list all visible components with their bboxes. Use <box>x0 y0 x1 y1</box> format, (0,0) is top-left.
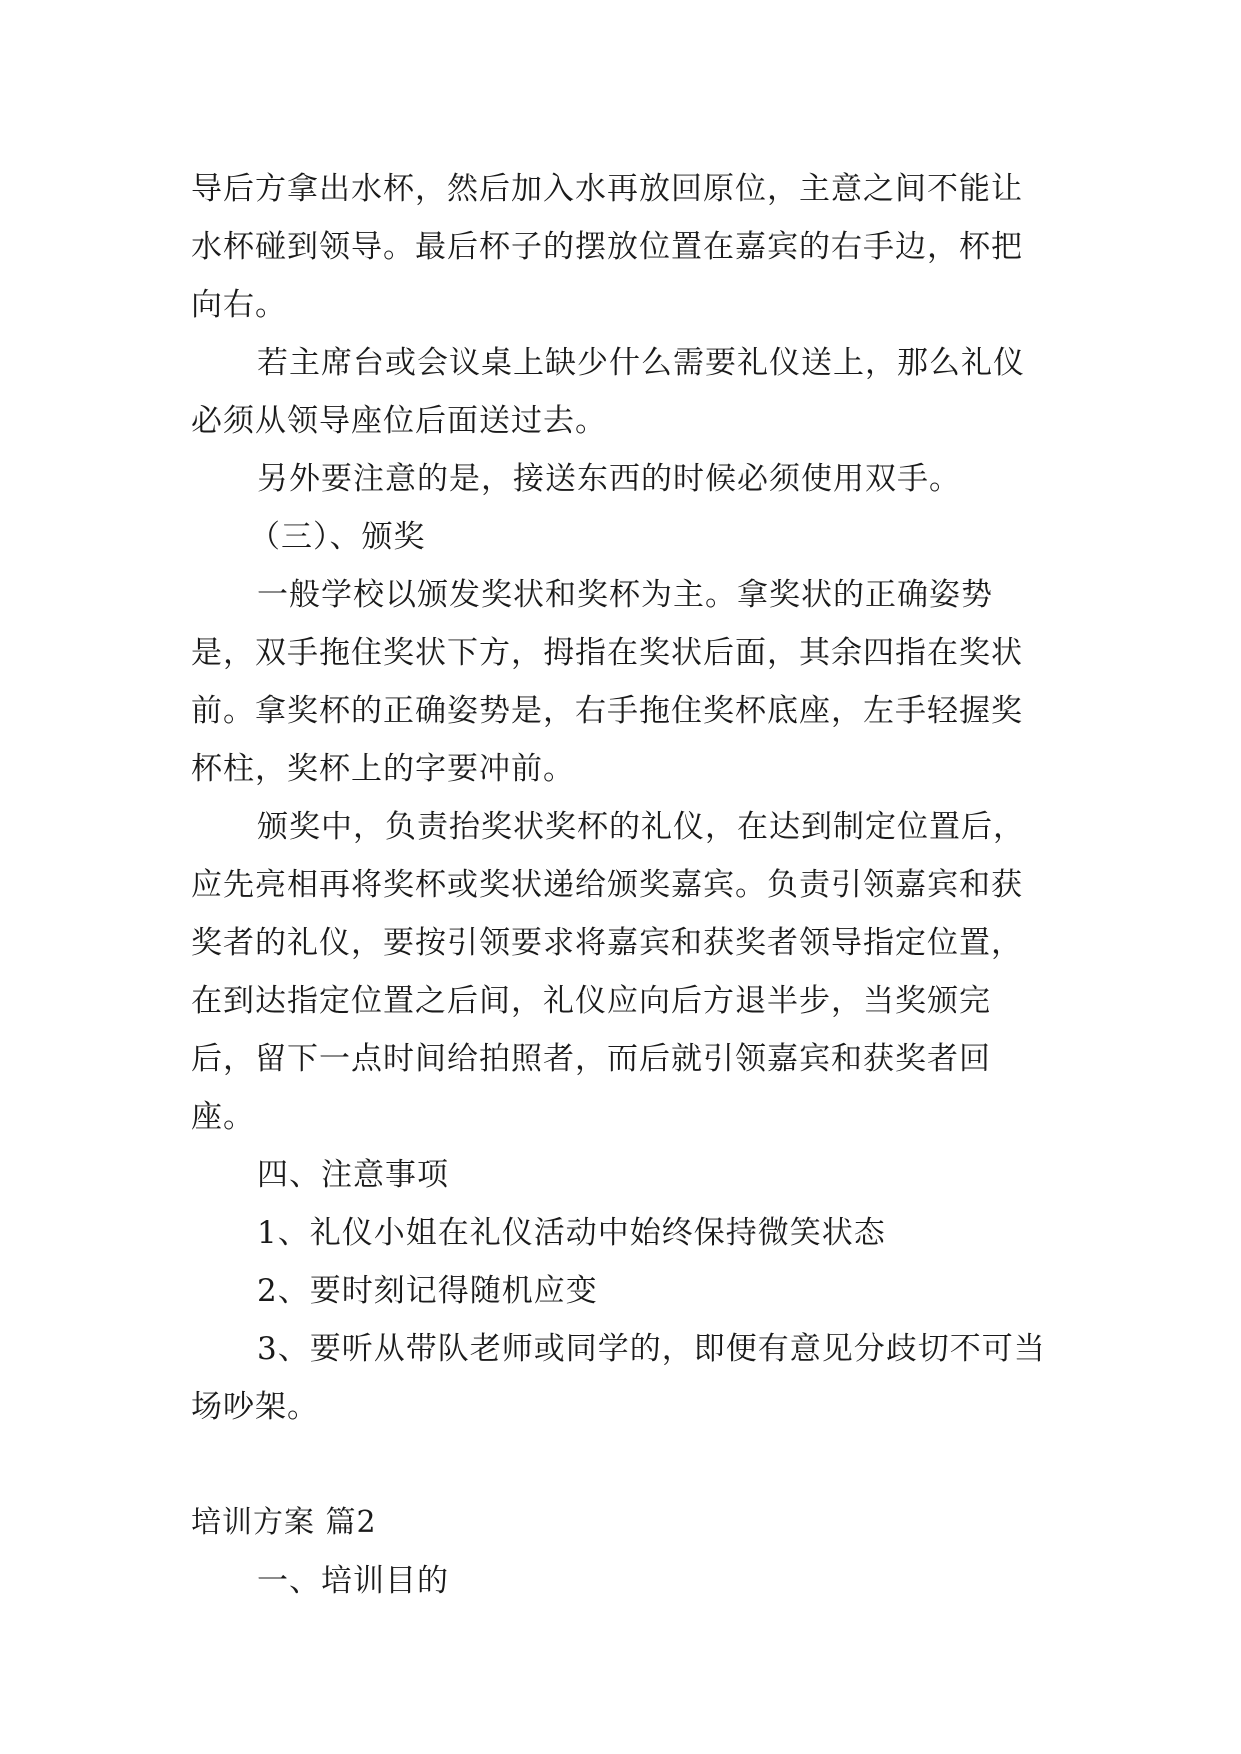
list-item: 3、要听从带队老师或同学的，即便有意见分歧切不可当场吵架。 <box>191 1331 1046 1425</box>
paragraph-continuation: 导后方拿出水杯，然后加入水再放回原位，主意之间不能让水杯碰到领导。最后杯子的摆放位置在嘉宾的右手边，杯把向右。 <box>191 171 1023 323</box>
section-gap <box>191 1436 1051 1494</box>
section-first-heading: 一、培训目的 <box>257 1563 449 1599</box>
subheading-awards: （三）、颁奖 <box>249 519 426 555</box>
paragraph: 若主席台或会议桌上缺少什么需要礼仪送上，那么礼仪必须从领导座位后面送过去。 <box>191 345 1025 439</box>
list-item: 1、礼仪小姐在礼仪活动中始终保持微笑状态 <box>257 1215 886 1251</box>
list-item: 2、要时刻记得随机应变 <box>257 1273 598 1309</box>
paragraph: 另外要注意的是，接送东西的时候必须使用双手。 <box>257 461 961 497</box>
section-title: 培训方案 篇2 <box>191 1505 377 1540</box>
paragraph: 一般学校以颁发奖状和奖杯为主。拿奖状的正确姿势是，双手拖住奖状下方，拇指在奖状后面，其余四指在奖状前。拿奖杯的正确姿势是，右手拖住奖杯底座，左手轻握奖杯柱，奖杯上的字要冲前。 <box>191 577 1023 787</box>
heading-notes: 四、注意事项 <box>257 1157 449 1193</box>
paragraph: 颁奖中，负责抬奖状奖杯的礼仪，在达到制定位置后，应先亮相再将奖杯或奖状递给颁奖嘉宾。负责引领嘉宾和获奖者的礼仪，要按引领要求将嘉宾和获奖者领导指定位置，在到达指定位置之后间，礼仪应向后方退半步，当奖颁完后，留下一点时间给拍照者，而后就引领嘉宾和获奖者回座。 <box>191 809 1025 1135</box>
document-body <box>191 160 1051 1610</box>
